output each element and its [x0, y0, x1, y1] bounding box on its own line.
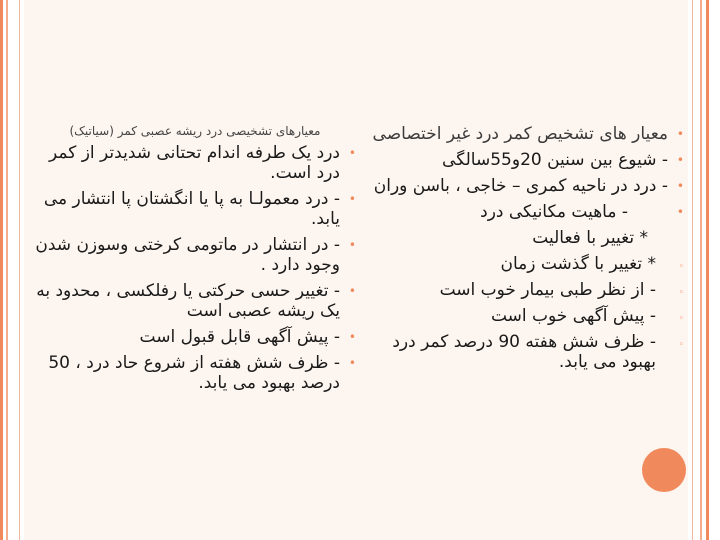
list-item [34, 281, 356, 321]
list-item-text: - شیوع بین سنین 20و55سالگی [442, 150, 668, 170]
list-item [370, 254, 684, 274]
list-item [34, 143, 356, 183]
list-item-text: * تغییر با فعالیت [532, 228, 648, 248]
decorative-circle [642, 448, 686, 492]
bullet-icon: • [676, 205, 684, 219]
list-item-text: معیار های تشخیص کمر درد غیر اختصاصی [372, 124, 668, 144]
list-item-text: درد یک طرفه اندام تحتانی شدیدتر از کمر درد است. [49, 143, 340, 183]
list-item [370, 202, 684, 222]
list-item-text: - درد در ناحیه کمری – خاجی ، باسن وران [373, 176, 668, 196]
sciatica-heading: معیارهای تشخیصی درد ریشه عصبی کمر (سیاتیک) [69, 124, 321, 138]
bullet-icon: • [348, 146, 356, 160]
list-item-text: - از نظر طبی بیمار خوب است [439, 280, 656, 300]
list-item-text: - پیش آگهی قابل قبول است [139, 327, 340, 347]
bullet-icon: • [676, 153, 684, 167]
sciatica-criteria-list [34, 143, 356, 393]
list-item [34, 353, 356, 393]
list-item-text: - پیش آگهی خوب است [490, 306, 656, 326]
list-item [370, 280, 684, 300]
list-item [34, 189, 356, 229]
bullet-icon: • [676, 127, 684, 141]
list-item [34, 327, 356, 347]
left-stripe-outer [0, 0, 3, 540]
list-item-text: - درد معمولـا به پا یا انگشتان پا انتشار می یابد. [43, 189, 340, 229]
right-stripe-inner [700, 0, 702, 540]
bullet-icon: ◦ [678, 340, 684, 350]
list-item [370, 332, 684, 372]
list-item-text: - در انتشار در ماتومی کرختی وسوزن شدن وجود دارد . [35, 235, 340, 275]
list-item [34, 235, 356, 275]
list-item-text: - ماهیت مکانیکی درد [480, 202, 628, 222]
list-item [370, 306, 684, 326]
list-item-text: - تغییر حسی حرکتی یا رفلکسی ، محدود به یک ریشه عصبی است [36, 281, 340, 321]
list-item [370, 150, 684, 170]
right-stripe-outer [706, 0, 709, 540]
bullet-icon: • [348, 356, 356, 370]
bullet-icon: • [676, 179, 684, 193]
bullet-icon: • [348, 284, 356, 298]
bullet-icon: ◦ [678, 288, 684, 298]
bullet-icon: ◦ [678, 314, 684, 324]
sciatica-column [34, 124, 356, 399]
bullet-icon: • [348, 238, 356, 252]
list-item [370, 176, 684, 196]
nonspecific-criteria-list [370, 124, 684, 372]
list-item-text: - ظرف شش هفته 90 درصد کمر درد بهبود می یابد. [392, 332, 656, 372]
bullet-icon: • [348, 192, 356, 206]
bullet-icon: • [348, 330, 356, 344]
nonspecific-back-pain-column [370, 124, 684, 378]
left-stripe-inner [6, 0, 8, 540]
list-item [370, 228, 684, 248]
list-item-text: * تغییر با گذشت زمان [500, 254, 656, 274]
list-item [370, 124, 684, 144]
list-item-text: - ظرف شش هفته از شروع حاد درد ، 50 درصد بهبود می یابد. [48, 353, 340, 393]
bullet-icon: ◦ [678, 262, 684, 272]
